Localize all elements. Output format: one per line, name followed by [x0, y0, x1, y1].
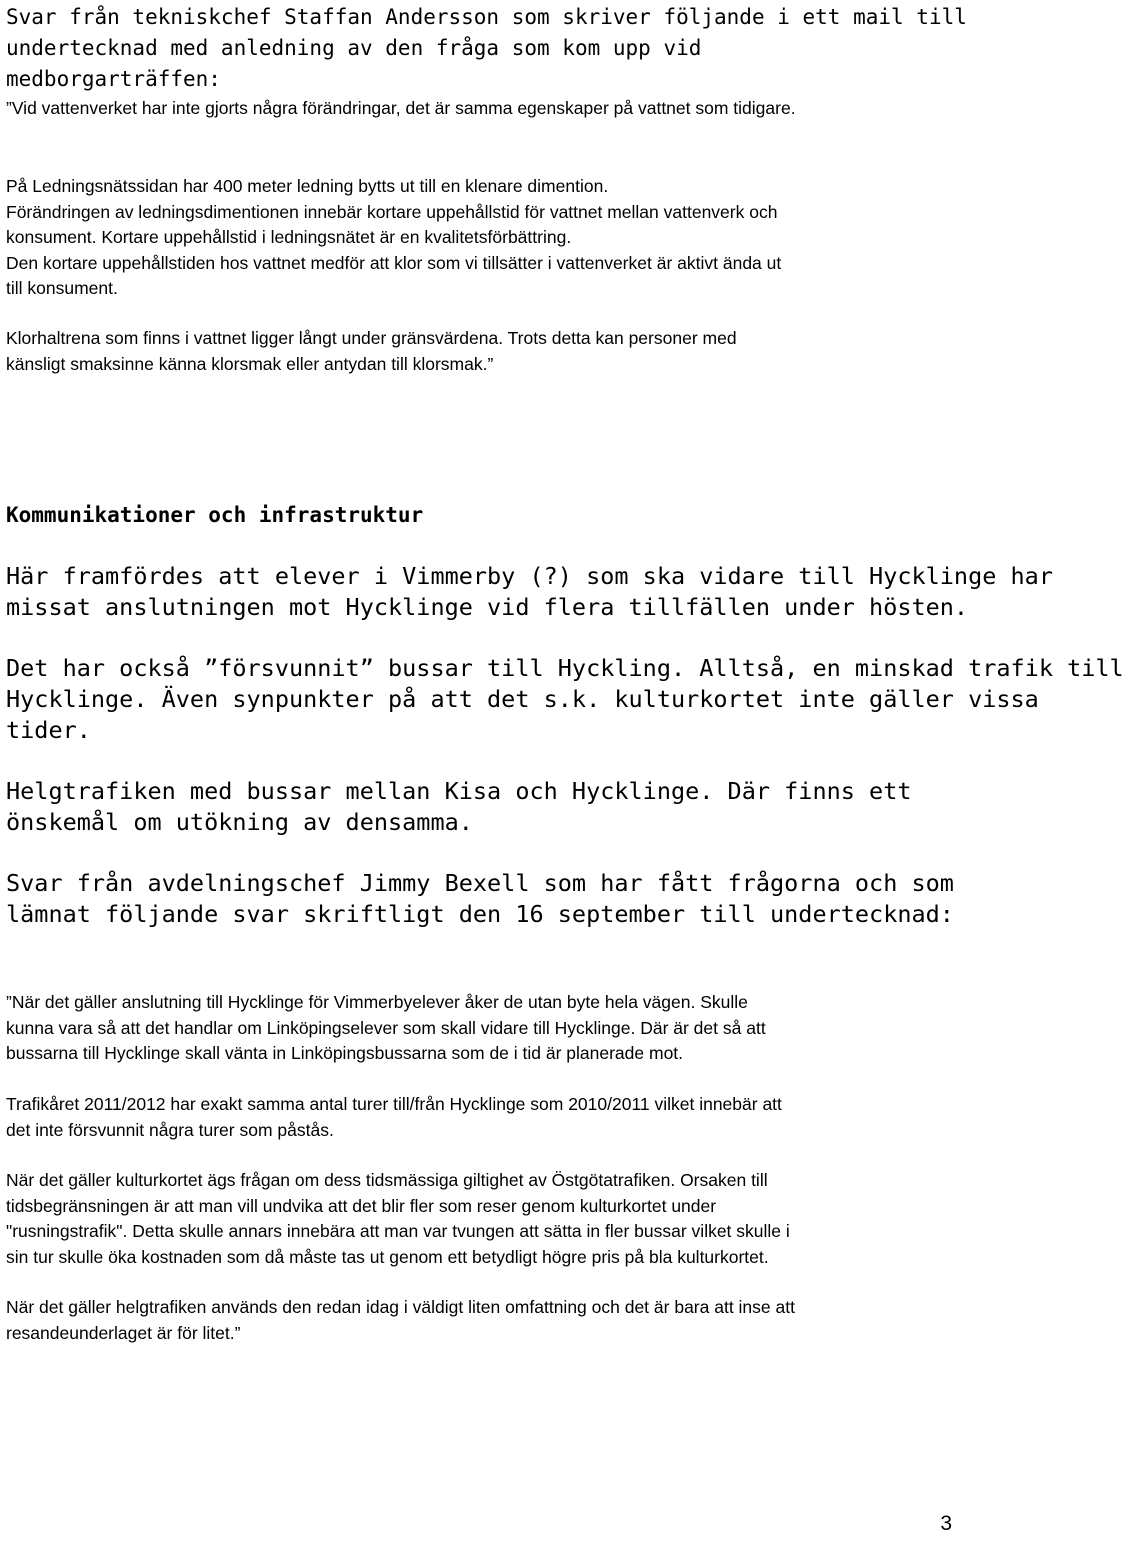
water-quote-paragraph-2 — [6, 174, 956, 302]
text-line: ”När det gäller anslutning till Hycklinge för Vimmerbyelever åker de utan byte hela vägen. Skulle — [6, 992, 748, 1012]
text-line: önskemål om utökning av densamma. — [6, 808, 473, 836]
text-line: På Ledningsnätssidan har 400 meter ledning bytts ut till en klenare dimention. — [6, 176, 609, 196]
section-heading — [6, 500, 956, 531]
intro-paragraph — [6, 2, 967, 95]
text-line: "rusningstrafik". Detta skulle annars innebära att man var tvungen att sätta in fler bussar vilket skulle i — [6, 1221, 790, 1241]
text-line: ”Vid vattenverket har inte gjorts några förändringar, det är samma egenskaper på vattnet som tidigare. — [6, 98, 796, 118]
text-line: När det gäller kulturkortet ägs frågan om dess tidsmässiga giltighet av Östgötatrafiken. Orsaken till — [6, 1170, 768, 1190]
text-line: Svar från tekniskchef Staffan Andersson som skriver följande i ett mail till — [6, 5, 967, 29]
text-line: resandeunderlaget är för litet.” — [6, 1322, 241, 1343]
text-line: Förändringen av ledningsdimentionen innebär kortare uppehållstid för vattnet mellan vattenverk och — [6, 201, 778, 222]
section-paragraph-1 — [6, 561, 1053, 623]
text-line: Svar från avdelningschef Jimmy Bexell som har fått frågorna och som — [6, 869, 954, 897]
text-line: tider. — [6, 716, 91, 744]
text-line: medborgarträffen: — [6, 67, 221, 91]
text-line: till konsument. — [6, 278, 118, 298]
text-line: kunna vara så att det handlar om Linköpingselever som skall vidare till Hycklinge. Där är det så att — [6, 1017, 766, 1038]
section-paragraph-4 — [6, 868, 956, 930]
answer-quote-paragraph-4 — [6, 1295, 956, 1346]
text-line: Helgtrafiken med bussar mellan Kisa och Hycklinge. Där finns ett — [6, 777, 912, 805]
text-line: När det gäller helgtrafiken används den redan idag i väldigt liten omfattning och det är bara att inse att — [6, 1297, 795, 1317]
text-line: Den kortare uppehållstiden hos vattnet medför att klor som vi tillsätter i vattenverket är aktivt ända ut — [6, 252, 782, 273]
text-line: Det har också ”försvunnit” bussar till Hyckling. Alltså, en minskad trafik till — [6, 654, 1124, 682]
text-line: känsligt smaksinne känna klorsmak eller antydan till klorsmak.” — [6, 353, 494, 374]
text-line: undertecknad med anledning av den fråga som kom upp vid — [6, 36, 702, 60]
section-paragraph-3 — [6, 776, 956, 838]
text-line: konsument. Kortare uppehållstid i ledningsnätet är en kvalitetsförbättring. — [6, 227, 572, 247]
text-line: Klorhaltrena som finns i vattnet ligger långt under gränsvärdena. Trots detta kan personer med — [6, 328, 737, 348]
text-line: Trafikåret 2011/2012 har exakt samma antal turer till/från Hycklinge som 2010/2011 vilket innebär att — [6, 1094, 782, 1114]
answer-quote-paragraph-2 — [6, 1092, 956, 1143]
text-line: lämnat följande svar skriftligt den 16 september till undertecknad: — [6, 900, 954, 928]
answer-quote-paragraph-3 — [6, 1168, 956, 1270]
text-line: bussarna till Hycklinge skall vänta in Linköpingsbussarna som de i tid är planerade mot. — [6, 1043, 684, 1063]
text-line: missat anslutningen mot Hycklinge vid flera tillfällen under hösten. — [6, 593, 969, 621]
section-paragraph-2 — [6, 653, 1124, 746]
water-quote-paragraph-1 — [6, 96, 956, 122]
text-line: Hycklinge. Även synpunkter på att det s.k. kulturkortet inte gäller vissa — [6, 685, 1039, 713]
heading-text: Kommunikationer och infrastruktur — [6, 503, 424, 527]
water-quote-paragraph-3 — [6, 326, 956, 377]
text-line: tidsbegränsningen är att man vill undvika att det blir fler som reser genom kulturkortet under — [6, 1195, 717, 1216]
text-line: sin tur skulle öka kostnaden som då måste tas ut genom ett betydligt högre pris på bla kulturkortet. — [6, 1246, 769, 1267]
text-line: Här framfördes att elever i Vimmerby (?) som ska vidare till Hycklinge har — [6, 562, 1053, 590]
page-number: 3 — [940, 1512, 952, 1535]
answer-quote-paragraph-1 — [6, 990, 956, 1067]
text-line: det inte försvunnit några turer som påstås. — [6, 1119, 334, 1140]
